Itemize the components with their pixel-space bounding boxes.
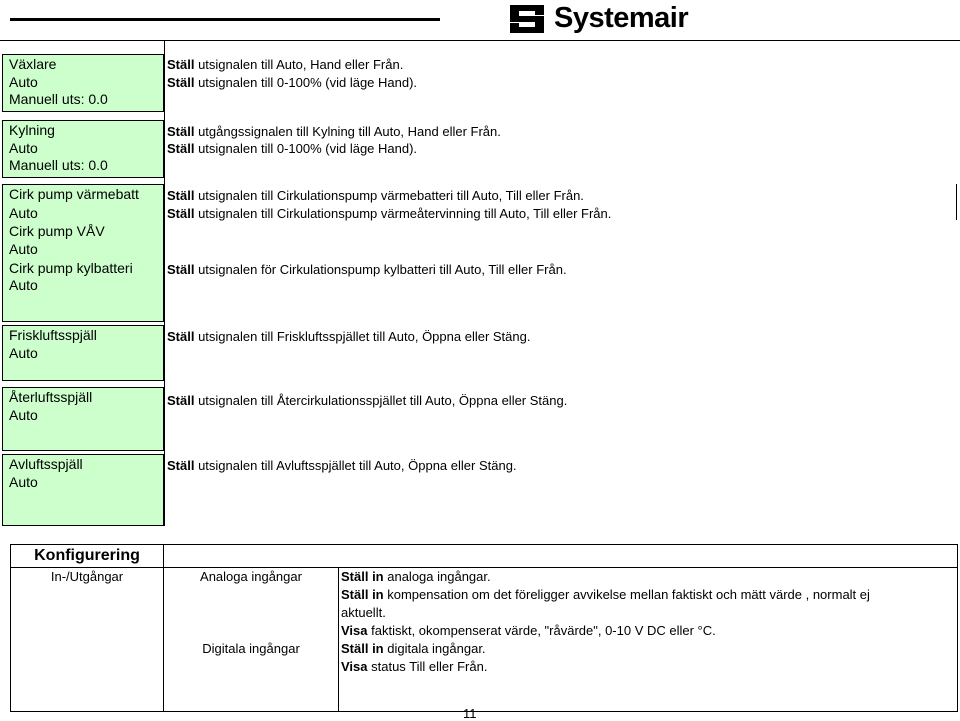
konfig-bold: Visa	[341, 623, 368, 638]
konfig-title-right-cell	[163, 544, 958, 568]
cell-line: Återluftsspjäll	[9, 389, 93, 405]
cell-avluftsspjall	[2, 454, 164, 526]
desc-line	[167, 56, 403, 73]
desc-text: utsignalen till Återcirkulationsspjället till Auto, Öppna eller Stäng.	[194, 393, 568, 408]
cell-line: Auto	[9, 241, 38, 257]
konfig-bold: Ställ in	[341, 641, 384, 656]
cell-line: Friskluftsspjäll	[9, 327, 97, 343]
systemair-logo	[508, 2, 688, 36]
konfig-text: analoga ingångar.	[383, 569, 491, 584]
desc-bold: Ställ	[167, 188, 195, 203]
desc-text: utgångssignalen till Kylning till Auto, Hand eller Från.	[194, 124, 501, 139]
header-rule	[10, 18, 440, 21]
desc-text: utsignalen för Cirkulationspump kylbatteri till Auto, Till eller Från.	[194, 262, 567, 277]
desc-line	[167, 187, 584, 204]
cell-line: Auto	[9, 407, 38, 423]
desc-bold: Ställ	[167, 57, 195, 72]
desc-text: utsignalen till Auto, Hand eller Från.	[194, 57, 404, 72]
cell-cirk-pumps	[2, 184, 164, 322]
desc-text: utsignalen till 0-100% (vid läge Hand).	[194, 141, 418, 156]
konfig-line	[341, 587, 870, 603]
konfig-line	[341, 569, 491, 585]
konfig-col2-cell	[163, 567, 339, 712]
cell-line: Auto	[9, 73, 38, 90]
konfig-text: status Till eller Från.	[367, 659, 488, 674]
cell-friskluftsspjall	[2, 325, 164, 381]
cell-aterluftsspjall	[2, 387, 164, 451]
cell-line: Växlare	[9, 56, 57, 72]
konfig-text: faktiskt, okompenserat värde, "råvärde", 0-10 V DC eller °C.	[367, 623, 716, 638]
desc-line	[167, 205, 611, 222]
desc-text: utsignalen till Friskluftsspjället till Auto, Öppna eller Stäng.	[194, 329, 531, 344]
cell-line: Auto	[9, 345, 38, 361]
konfig-line	[341, 623, 716, 639]
column-divider	[164, 41, 165, 526]
desc-text: utsignalen till Avluftsspjället till Auto, Öppna eller Stäng.	[194, 458, 517, 473]
konfig-digital-label: Digitala ingångar	[202, 641, 300, 656]
desc-line	[167, 457, 517, 474]
desc-bold: Ställ	[167, 458, 195, 473]
desc-line	[167, 261, 567, 278]
konfig-title: Konfigurering	[34, 547, 140, 564]
desc-line	[167, 392, 567, 409]
page-number: 11	[463, 706, 477, 721]
konfig-col1-cell	[10, 567, 164, 712]
konfig-line	[341, 641, 486, 657]
desc-line	[167, 140, 417, 157]
desc-bold: Ställ	[167, 124, 195, 139]
konfig-text: digitala ingångar.	[383, 641, 486, 656]
konfig-line	[341, 659, 487, 675]
konfigurering-table	[10, 544, 958, 712]
desc-bold: Ställ	[167, 329, 195, 344]
cell-line: Cirk pump kylbatteri	[9, 260, 133, 276]
desc-line	[167, 74, 417, 91]
konfig-bold: Ställ in	[341, 587, 384, 602]
konfig-line	[341, 605, 386, 621]
cell-line: Auto	[9, 474, 38, 490]
konfig-bold: Visa	[341, 659, 368, 674]
konfig-text: aktuellt.	[341, 605, 386, 620]
cell-line: Manuell uts: 0.0	[9, 157, 108, 173]
cell-vaxlare	[2, 54, 164, 112]
systemair-logo-icon	[508, 2, 548, 36]
desc-bold: Ställ	[167, 393, 195, 408]
konfig-bold: Ställ in	[341, 569, 384, 584]
konfig-col1: In-/Utgångar	[50, 569, 124, 584]
desc-text: utsignalen till Cirkulationspump värmebatteri till Auto, Till eller Från.	[194, 188, 584, 203]
desc-bold: Ställ	[167, 262, 195, 277]
desc-line	[167, 328, 530, 345]
cell-kylning	[2, 120, 164, 178]
desc-bold: Ställ	[167, 206, 195, 221]
cell-line: Auto	[9, 139, 38, 156]
right-edge-mark	[956, 184, 957, 220]
konfig-text: kompensation om det föreligger avvikelse mellan faktiskt och mätt värde , normalt ej	[383, 587, 870, 602]
desc-line	[167, 123, 501, 140]
cell-line: Auto	[9, 205, 38, 221]
desc-text: utsignalen till Cirkulationspump värmeåtervinning till Auto, Till eller Från.	[194, 206, 612, 221]
cell-line: Cirk pump värmebatt	[9, 186, 139, 202]
cell-line: Cirk pump VÅV	[9, 223, 105, 239]
konfig-title-cell	[10, 544, 164, 568]
desc-text: utsignalen till 0-100% (vid läge Hand).	[194, 75, 418, 90]
cell-line: Avluftsspjäll	[9, 456, 83, 472]
cell-line: Manuell uts: 0.0	[9, 91, 108, 107]
konfig-analog-label: Analoga ingångar	[200, 569, 302, 584]
konfig-col3-cell	[338, 567, 958, 712]
logo-text: Systemair	[554, 2, 689, 34]
cell-line: Auto	[9, 277, 38, 293]
desc-bold: Ställ	[167, 75, 195, 90]
cell-line: Kylning	[9, 122, 55, 138]
desc-bold: Ställ	[167, 141, 195, 156]
